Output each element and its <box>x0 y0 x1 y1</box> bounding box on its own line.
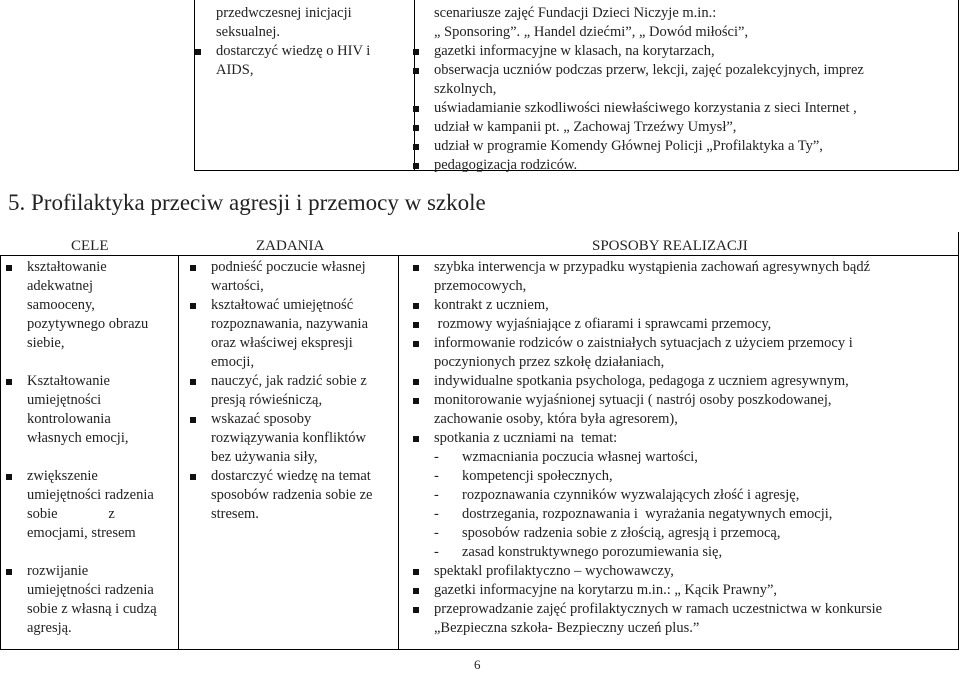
line-text: przedwczesnej inicjacji <box>216 5 352 21</box>
bullet-marker <box>413 125 419 131</box>
zadanie-line <box>211 429 372 448</box>
line-text: przemocowych, <box>434 278 527 294</box>
bullet-marker <box>413 588 419 594</box>
zadanie-line <box>211 277 372 296</box>
bullet-marker <box>413 398 419 404</box>
cele-line <box>27 277 157 296</box>
line-text: samooceny, <box>27 297 95 313</box>
line-text: spotkania z uczniami na temat: <box>434 430 618 446</box>
cele-line <box>27 467 157 486</box>
bullet-line <box>216 42 370 61</box>
line-text: zasad konstruktywnego porozumiewania się, <box>462 544 723 560</box>
line-text: „Bezpieczna szkoła- Bezpieczny uczeń plus.” <box>434 620 700 636</box>
sposob-subitem <box>434 543 882 562</box>
line-text: sobie z własną i cudzą <box>27 601 157 617</box>
cele-item <box>27 467 157 543</box>
line-text: umiejętności radzenia <box>27 582 154 598</box>
cele-line <box>27 429 157 448</box>
dash-marker: - <box>434 487 439 503</box>
sposob-line <box>434 619 882 638</box>
line-text: „ Sponsoring”. „ Handel dziećmi”, „ Dowód miłości”, <box>434 24 749 40</box>
sposob-item <box>434 372 882 391</box>
line-text: spektakl profilaktyczno – wychowawczy, <box>434 563 674 579</box>
zadanie-item <box>211 258 372 296</box>
line-text: agresją. <box>27 620 72 636</box>
sposoby-column <box>434 258 882 638</box>
line-text: umiejętności <box>27 392 102 408</box>
zadanie-line <box>211 353 372 372</box>
line-text: sobie z <box>27 506 115 522</box>
line-text: rozwijanie <box>27 563 89 579</box>
sposob-line <box>434 524 882 543</box>
dash-marker: - <box>434 525 439 541</box>
line-text: dostarczyć wiedzę na temat <box>211 468 371 484</box>
bullet-marker <box>413 341 419 347</box>
zadanie-line <box>211 315 372 334</box>
zadanie-line <box>211 486 372 505</box>
sposob-line <box>434 353 882 372</box>
bullet-marker <box>6 379 12 385</box>
line-text: informowanie rodziców o zaistniałych sytuacjach z użyciem przemocy i <box>434 335 853 351</box>
line-text: zwiększenie <box>27 468 98 484</box>
line-text: szkolnych, <box>434 81 497 97</box>
line-text: pedagogizacja rodziców. <box>434 157 578 173</box>
sposob-line <box>434 448 882 467</box>
line-text: wzmacniania poczucia własnej wartości, <box>462 449 698 465</box>
sposob-subitem <box>434 467 882 486</box>
bullet-line <box>434 137 864 156</box>
line-text: nauczyć, jak radzić sobie z <box>211 373 367 389</box>
line-text: wartości, <box>211 278 264 294</box>
bullet-marker <box>413 144 419 150</box>
cele-item <box>27 372 157 448</box>
cele-line <box>27 562 157 581</box>
line-text: emocji, <box>211 354 255 370</box>
bullet-marker <box>413 49 419 55</box>
sposob-item <box>434 562 882 581</box>
text-line <box>216 61 370 80</box>
line-text: presją rówieśniczą, <box>211 392 323 408</box>
zadanie-line <box>211 391 372 410</box>
bullet-marker <box>413 68 419 74</box>
cele-line <box>27 600 157 619</box>
top-left-cell <box>216 4 370 80</box>
sposob-subitem <box>434 524 882 543</box>
sposob-line <box>434 505 882 524</box>
line-text: zachowanie osoby, która była agresorem), <box>434 411 678 427</box>
line-text: dostarczyć wiedzę o HIV i <box>216 43 371 59</box>
sposob-line <box>434 296 882 315</box>
line-text: kontrolowania <box>27 411 111 427</box>
page-number: 6 <box>474 657 481 672</box>
zadanie-item <box>211 372 372 410</box>
sposob-line <box>434 581 882 600</box>
sposob-line <box>434 467 882 486</box>
sposob-line <box>434 486 882 505</box>
sposob-line <box>434 600 882 619</box>
zadanie-item <box>211 296 372 372</box>
line-text: rozpoznawania, nazywania <box>211 316 369 332</box>
bullet-marker <box>413 106 419 112</box>
cele-line <box>27 505 157 524</box>
zadanie-line <box>211 467 372 486</box>
sposob-line <box>434 372 882 391</box>
bullet-marker <box>413 436 419 442</box>
cele-line <box>27 296 157 315</box>
line-text: pozytywnego obrazu <box>27 316 149 332</box>
line-text: kształtować umiejętność <box>211 297 354 313</box>
line-text: emocjami, stresem <box>27 525 136 541</box>
dash-marker: - <box>434 506 439 522</box>
sposob-subitem <box>434 448 882 467</box>
bullet-marker <box>413 379 419 385</box>
line-text: gazetki informacyjne na korytarzu m.in.: „ Kącik Prawny”, <box>434 582 778 598</box>
bullet-marker <box>190 379 196 385</box>
bullet-marker <box>413 569 419 575</box>
line-text: przeprowadzanie zajęć profilaktycznych w ramach uczestnictwa w konkursie <box>434 601 883 617</box>
line-text: monitorowanie wyjaśnionej sytuacji ( nastrój osoby poszkodowanej, <box>434 392 832 408</box>
line-text: sposobów radzenia sobie ze <box>211 487 373 503</box>
line-text: własnych emocji, <box>27 430 129 446</box>
cele-line <box>27 315 157 334</box>
line-text: poczynionych przez szkołę działaniach, <box>434 354 665 370</box>
sposob-line <box>434 334 882 353</box>
line-text: indywidualne spotkania psychologa, pedagoga z uczniem agresywnym, <box>434 373 849 389</box>
line-text: obserwacja uczniów podczas przerw, lekcji, zajęć pozalekcyjnych, imprez <box>434 62 864 78</box>
zadania-column <box>211 258 372 524</box>
cele-line <box>27 391 157 410</box>
sposob-line <box>434 277 882 296</box>
bullet-marker <box>413 607 419 613</box>
sposob-item <box>434 296 882 315</box>
line-text: kontrakt z uczniem, <box>434 297 549 313</box>
bullet-marker <box>413 303 419 309</box>
sposob-item <box>434 315 882 334</box>
bullet-marker <box>413 322 419 328</box>
line-text: rozwiązywania konfliktów <box>211 430 367 446</box>
text-line <box>434 4 864 23</box>
cele-line <box>27 581 157 600</box>
section-heading: 5. Profilaktyka przeciw agresji i przemocy w szkole <box>8 190 486 215</box>
line-text: kształtowanie <box>27 259 107 275</box>
text-line <box>434 80 864 99</box>
bullet-line <box>434 118 864 137</box>
dash-marker: - <box>434 544 439 560</box>
line-text: wskazać sposoby <box>211 411 312 427</box>
line-text: umiejętności radzenia <box>27 487 154 503</box>
bullet-marker <box>6 265 12 271</box>
cele-line <box>27 619 157 638</box>
dash-marker: - <box>434 468 439 484</box>
line-text: udział w programie Komendy Głównej Policji „Profilaktyka a Ty”, <box>434 138 823 154</box>
sposob-subitem <box>434 486 882 505</box>
bullet-marker <box>190 474 196 480</box>
bullet-line <box>434 99 864 118</box>
cele-line <box>27 258 157 277</box>
zadanie-line <box>211 410 372 429</box>
zadanie-line <box>211 296 372 315</box>
cele-item <box>27 258 157 353</box>
cele-line <box>27 524 157 543</box>
line-text: Kształtowanie <box>27 373 110 389</box>
line-text: siebie, <box>27 335 65 351</box>
bullet-line <box>434 156 864 175</box>
line-text: kompetencji społecznych, <box>462 468 613 484</box>
sposob-subitem <box>434 505 882 524</box>
bullet-marker <box>6 569 12 575</box>
line-text: rozmowy wyjaśniające z ofiarami i sprawcami przemocy, <box>434 316 772 332</box>
cele-line <box>27 334 157 353</box>
bullet-line <box>434 42 864 61</box>
sposob-line <box>434 315 882 334</box>
line-text: scenariusze zajęć Fundacji Dzieci Niczyje m.in.: <box>434 5 717 21</box>
bullet-marker <box>6 474 12 480</box>
line-text: adekwatnej <box>27 278 94 294</box>
column-header-cele: CELE <box>71 238 109 254</box>
zadanie-line <box>211 372 372 391</box>
cele-item <box>27 562 157 638</box>
cele-line <box>27 486 157 505</box>
text-line <box>434 23 864 42</box>
line-text: uświadamianie szkodliwości niewłaściwego korzystania z sieci Internet , <box>434 100 857 116</box>
line-text: dostrzegania, rozpoznawania i wyrażania negatywnych emocji, <box>462 506 833 522</box>
line-text: bez używania siły, <box>211 449 318 465</box>
bullet-marker <box>190 417 196 423</box>
line-text: szybka interwencja w przypadku wystąpienia zachowań agresywnych bądź <box>434 259 871 275</box>
line-text: podnieść poczucie własnej <box>211 259 366 275</box>
line-text: gazetki informacyjne w klasach, na korytarzach, <box>434 43 715 59</box>
column-header-sposoby: SPOSOBY REALIZACJI <box>592 238 748 254</box>
cele-column <box>27 258 157 657</box>
sposob-item <box>434 581 882 600</box>
line-text: udział w kampanii pt. „ Zachowaj Trzeźwy Umysł”, <box>434 119 737 135</box>
cele-line <box>27 372 157 391</box>
line-text: stresem. <box>211 506 259 522</box>
sposob-item <box>434 334 882 372</box>
zadanie-line <box>211 448 372 467</box>
column-header-zadania: ZADANIA <box>256 238 325 254</box>
sposob-item <box>434 258 882 296</box>
bullet-line <box>434 61 864 80</box>
sposob-line <box>434 543 882 562</box>
zadanie-line <box>211 258 372 277</box>
zadanie-item <box>211 410 372 467</box>
bullet-marker <box>195 49 201 55</box>
text-line <box>216 4 370 23</box>
sposob-item <box>434 429 882 448</box>
line-text: rozpoznawania czynników wyzwalających złość i agresję, <box>462 487 800 503</box>
line-text: sposobów radzenia sobie z złością, agresją i przemocą, <box>462 525 781 541</box>
zadanie-line <box>211 505 372 524</box>
sposob-item <box>434 391 882 429</box>
line-text: AIDS, <box>216 62 254 78</box>
zadanie-line <box>211 334 372 353</box>
bullet-marker <box>413 265 419 271</box>
line-text: oraz właściwej ekspresji <box>211 335 353 351</box>
sposob-line <box>434 429 882 448</box>
bullet-marker <box>413 163 419 169</box>
bullet-marker <box>190 265 196 271</box>
sposob-line <box>434 391 882 410</box>
cele-line <box>27 410 157 429</box>
bullet-marker <box>190 303 196 309</box>
sposob-line <box>434 562 882 581</box>
sposob-line <box>434 258 882 277</box>
line-text: seksualnej. <box>216 24 281 40</box>
top-right-cell <box>434 4 864 175</box>
sposob-line <box>434 410 882 429</box>
text-line <box>216 23 370 42</box>
zadanie-item <box>211 467 372 524</box>
sposob-item <box>434 600 882 638</box>
dash-marker: - <box>434 449 439 465</box>
